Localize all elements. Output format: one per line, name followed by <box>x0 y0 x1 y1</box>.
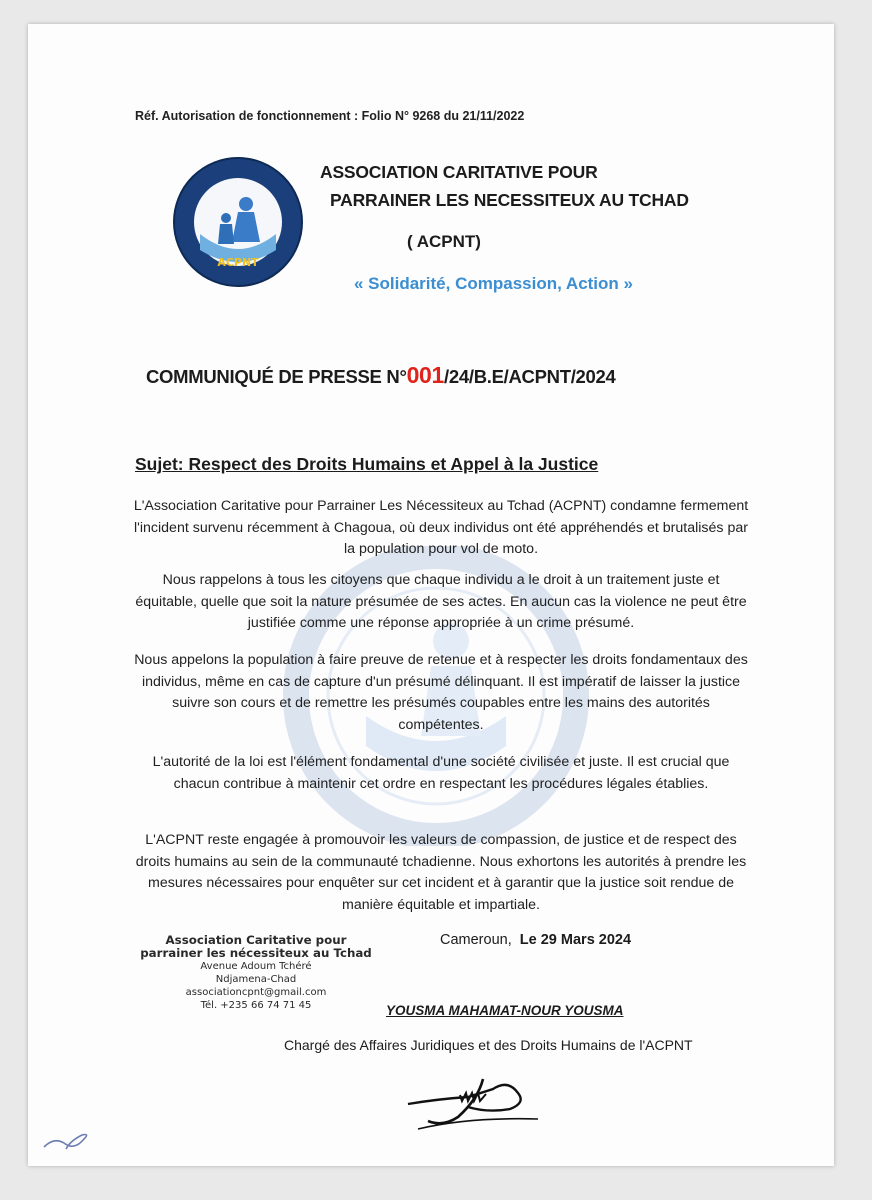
handwritten-signature <box>398 1059 568 1134</box>
paragraph-3: Nous appelons la population à faire preuve de retenue et à respecter les droits fondamentaux des individus, même en cas de capture d'un présumé délinquant. Il est impératif de laisser la justice suivre son cours et de remettre les présumés coupables entre les mains des autorités compétentes. <box>134 652 748 733</box>
authorization-reference: Réf. Autorisation de fonctionnement : Folio N° 9268 du 21/11/2022 <box>135 109 525 123</box>
date-place: Cameroun, <box>440 932 512 948</box>
paragraph-2: Nous rappelons à tous les citoyens que chaque individu a le droit à un traitement juste et équitable, quelle que soit la nature présumée de ses actes. En aucun cas la violence ne peut être justifiée comme une réponse appropriée à un crime présumé. <box>135 572 747 631</box>
stamp-phone: Tél. +235 66 74 71 45 <box>200 1000 312 1011</box>
stamp-address: Avenue Adoum Tchéré <box>200 961 312 972</box>
stamp-line-1: Association Caritative pour <box>165 933 347 947</box>
press-release-title <box>146 362 616 389</box>
title-number: 001 <box>406 362 445 388</box>
acpnt-logo <box>170 154 306 290</box>
stamp-email: associationcpnt@gmail.com <box>185 987 327 998</box>
organization-stamp <box>126 934 386 1012</box>
paragraph-4: L'autorité de la loi est l'élément fondamental d'une société civilisée et juste. Il est crucial que chacun contribue à maintenir cet ordre en respectant les procédures légales établies. <box>152 754 730 792</box>
paragraph-5: L'ACPNT reste engagée à promouvoir les valeurs de compassion, de justice et de respect des droits humains au sein de la communauté tchadienne. Nous exhortons les autorités à prendre les mesures nécessaires pour enquêter sur cet incident et à garantir que la justice soit rendue de manière équitable et impartiale. <box>135 832 747 913</box>
stamp-line-2: parrainer les nécessiteux au Tchad <box>140 946 372 960</box>
subject-heading: Sujet: Respect des Droits Humains et Appel à la Justice <box>135 454 599 474</box>
organization-motto: « Solidarité, Compassion, Action » <box>354 274 633 293</box>
document-page <box>28 24 834 1166</box>
date-line <box>440 932 631 948</box>
title-suffix: /24/B.E/ACPNT/2024 <box>444 366 616 387</box>
organization-name-line1: ASSOCIATION CARITATIVE POUR <box>320 162 598 182</box>
pen-scribble-mark <box>40 1127 92 1155</box>
signer-role: Chargé des Affaires Juridiques et des Droits Humains de l'ACPNT <box>284 1037 693 1053</box>
signer-name: YOUSMA MAHAMAT-NOUR YOUSMA <box>386 1003 624 1018</box>
title-prefix: COMMUNIQUÉ DE PRESSE N° <box>146 366 407 387</box>
stamp-city: Ndjamena-Chad <box>215 974 297 985</box>
organization-acronym: ( ACPNT) <box>407 232 481 251</box>
svg-text:ACPNT: ACPNT <box>217 256 259 269</box>
paragraph-1: L'Association Caritative pour Parrainer Les Nécessiteux au Tchad (ACPNT) condamne fermement l'incident survenu récemment à Chagoua, où deux individus ont été appréhendés et brutalisés par la population pour vol de moto. <box>133 498 749 557</box>
date-value: Le 29 Mars 2024 <box>519 932 632 948</box>
organization-name-line2: PARRAINER LES NECESSITEUX AU TCHAD <box>330 190 689 210</box>
